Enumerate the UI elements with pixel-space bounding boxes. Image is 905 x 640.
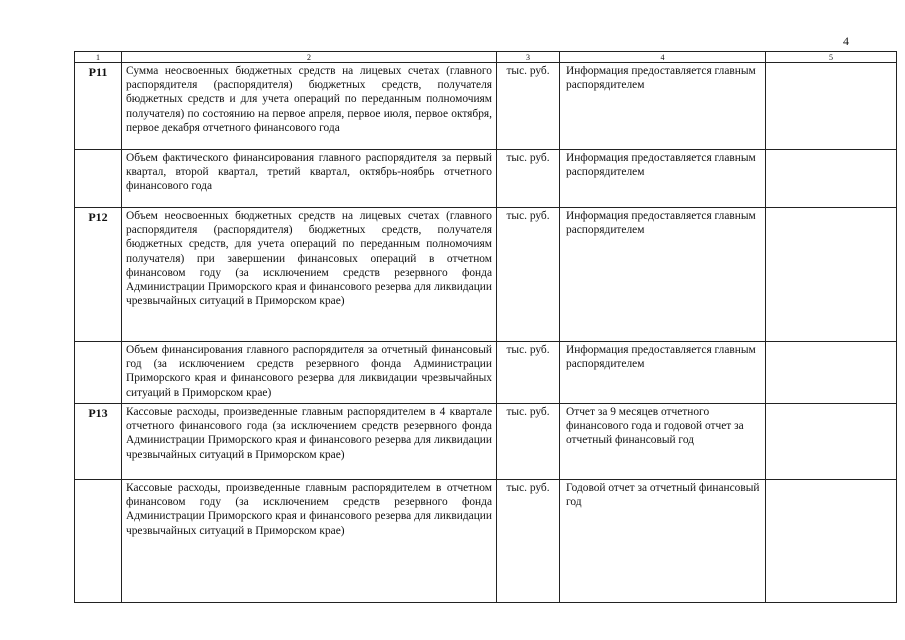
column-header-2: 2: [122, 52, 497, 63]
indicator-source: Информация предоставляется главным распорядителем: [560, 63, 766, 150]
table-row: [75, 404, 897, 480]
indicator-note: [766, 63, 897, 150]
column-header-4: 4: [560, 52, 766, 63]
indicator-source: Информация предоставляется главным распорядителем: [560, 208, 766, 342]
table-row: [75, 480, 897, 603]
indicator-code: Р13: [75, 404, 122, 480]
column-number-row: [75, 52, 897, 63]
indicator-note: [766, 208, 897, 342]
indicator-description: Объем неосвоенных бюджетных средств на лицевых счетах (главного распорядителя (распорядителя) бюджетных средств, получателя бюджетных средств, для учета операций по переданным полномочиям получателя) при завершении финансовых операций в отчетном финансовом году (за исключением средств резервного фонда Администрации Приморского края и финансового резерва для ликвидации чрезвычайных ситуаций в Приморском крае): [122, 208, 497, 342]
indicator-description: Объем финансирования главного распорядителя за отчетный финансовый год (за исключением средств резервного фонда Администрации Приморского края и финансового резерва для ликвидации чрезвычайных ситуаций в Приморском крае): [122, 342, 497, 404]
indicator-code: Р11: [75, 63, 122, 150]
indicator-code: [75, 150, 122, 208]
indicator-description: Кассовые расходы, произведенные главным распорядителем в 4 квартале отчетного финансового года (за исключением средств резервного фонда Администрации Приморского края и финансового резерва для ликвидации чрезвычайных ситуаций в Приморском крае): [122, 404, 497, 480]
column-header-3: 3: [497, 52, 560, 63]
indicator-unit: тыс. руб.: [497, 404, 560, 480]
indicator-source: Информация предоставляется главным распорядителем: [560, 150, 766, 208]
indicator-source: Информация предоставляется главным распорядителем: [560, 342, 766, 404]
indicator-unit: тыс. руб.: [497, 63, 560, 150]
indicator-unit: тыс. руб.: [497, 208, 560, 342]
indicator-source: Годовой отчет за отчетный финансовый год: [560, 480, 766, 603]
indicator-code: Р12: [75, 208, 122, 342]
indicator-unit: тыс. руб.: [497, 342, 560, 404]
table-row: [75, 150, 897, 208]
indicator-code: [75, 342, 122, 404]
column-header-5: 5: [766, 52, 897, 63]
indicator-description: Кассовые расходы, произведенные главным распорядителем в отчетном финансовом году (за исключением средств резервного фонда Администрации Приморского края и финансового резерва для ликвидации чрезвычайных ситуаций в Приморском крае): [122, 480, 497, 603]
indicator-note: [766, 342, 897, 404]
indicators-table: [74, 51, 897, 603]
table-row: [75, 208, 897, 342]
indicator-description: Сумма неосвоенных бюджетных средств на лицевых счетах (главного распорядителя (распорядителя) бюджетных средств, получателя бюджетных средств и для учета операций по переданным полномочиям получателя) по состоянию на первое апреля, первое июля, первое октября, первое декабря отчетного финансового года: [122, 63, 497, 150]
indicator-description: Объем фактического финансирования главного распорядителя за первый квартал, второй квартал, третий квартал, октябрь-ноябрь отчетного финансового года: [122, 150, 497, 208]
indicator-source: Отчет за 9 месяцев отчетного финансового года и годовой отчет за отчетный финансовый год: [560, 404, 766, 480]
column-header-1: 1: [75, 52, 122, 63]
indicator-note: [766, 480, 897, 603]
indicator-code: [75, 480, 122, 603]
indicator-note: [766, 150, 897, 208]
page-number: 4: [843, 34, 849, 48]
table-row: [75, 63, 897, 150]
table-row: [75, 342, 897, 404]
indicator-unit: тыс. руб.: [497, 150, 560, 208]
indicator-note: [766, 404, 897, 480]
indicator-unit: тыс. руб.: [497, 480, 560, 603]
